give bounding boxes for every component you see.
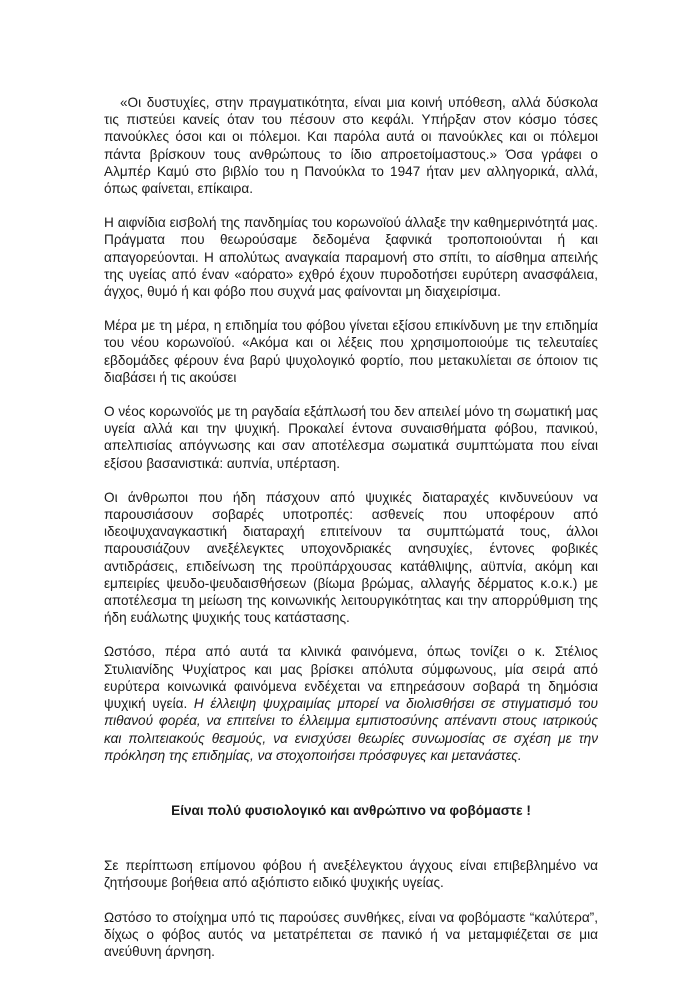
- paragraph-fear-epidemic: Μέρα με τη μέρα, η επιδημία του φόβου γίνεται εξίσου επικίνδυνη με την επιδημία του νέου κορωνοϊού. «Ακόμα και οι λέξεις που χρησιμοποιούμε τις τελευταίες εβδομάδες φέρουν ένα βαρύ ψυχολογικό φορτίο, που μετακυλίεται σε όποιον τις διαβάσει ή τις ακούσει: [104, 318, 598, 385]
- paragraph-social-phenomena: [104, 643, 598, 763]
- paragraph-mental-health-threat: Ο νέος κορωνοϊός με τη ραγδαία εξάπλωσή του δεν απειλεί μόνο τη σωματική μας υγεία αλλά και την ψυχική. Προκαλεί έντονα συναισθήματα φόβου, πανικού, απελπισίας απόγνωσης και σαν αποτέλεσμα σωματικά συμπτώματα που είναι εξίσου βασανιστικά: αυπνία, υπέρταση.: [104, 404, 598, 471]
- paragraph-social-phenomena-text: Ωστόσο, πέρα από αυτά τα κλινικά φαινόμενα, όπως τονίζει ο κ. Στέλιος Στυλιανίδης Ψυχίατρος και μας βρίσκει απόλυτα σύμφωνους, μία σειρά από ευρύτερα κοινωνικά φαινόμενα ενδέχεται να επηρεάσουν σοβαρά τη δημόσια ψυχική υγεία.: [104, 644, 598, 712]
- paragraph-pandemic-invasion: Η αιφνίδια εισβολή της πανδημίας του κορωνοϊού άλλαξε την καθημερινότητά μας. Πράγματα που θεωρούσαμε δεδομένα ξαφνικά τροποποιούνται ή και απαγορεύονται. Η απολύτως αναγκαία παραμονή στο σπίτι, το αίσθημα απειλής της υγείας από έναν «αόρατο» εχθρό έχουν πυροδοτήσει ευρύτερη ανασφάλεια, άγχος, θυμό ή και φόβο που συχνά μας φαίνονται μη διαχειρίσιμα.: [104, 215, 598, 300]
- section-heading: Είναι πολύ φυσιολογικό και ανθρώπινο να φοβόμαστε !: [171, 802, 531, 818]
- paragraph-seek-help: Σε περίπτωση επίμονου φόβου ή ανεξέλεγκτου άγχους είναι επιβεβλημένο να ζητήσουμε βοήθεια από αξιόπιστο ειδικό ψυχικής υγείας.: [104, 858, 598, 891]
- document-page: [104, 94, 598, 977]
- paragraph-fear-better: Ωστόσο το στοίχημα υπό τις παρούσες συνθήκες, είναι να φοβόμαστε “καλύτερα”, δίχως ο φόβος αυτός να μετατρέπεται σε πανικό ή να μεταμφιέζεται σε μια ανεύθυνη άρνηση.: [104, 909, 598, 959]
- paragraph-camus-quote: «Οι δυστυχίες, στην πραγματικότητα, είναι μια κοινή υπόθεση, αλλά δύσκολα τις πιστεύει κανείς όταν του πέσουν στο κεφάλι. Υπήρξαν στον κόσμο τόσες πανούκλες όσοι και οι πόλεμοι. Και παρόλα αυτά οι πανούκλες και οι πόλεμοι πάντα βρίσκουν τους ανθρώπους το ίδιο απροετοίμαστους.» Όσα γράφει ο Αλμπέρ Καμύ στο βιβλίο του η Πανούκλα το 1947 ήταν μεν αλληγορικά, αλλά, όπως φαίνεται, επίκαιρα.: [104, 95, 598, 197]
- paragraph-psychiatric-relapses: Οι άνθρωποι που ήδη πάσχουν από ψυχικές διαταραχές κινδυνεύουν να παρουσιάσουν σοβαρές υποτροπές: ασθενείς που υποφέρουν από ιδεοψυχαναγκαστική διαταραχή επιτείνουν τα συμπτώματά τους, άλλοι παρουσιάζουν ανεξέλεγκτες υποχονδριακές ανησυχίες, έντονες φοβικές αντιδράσεις, επιδείνωση της προϋπάρχουσας κατάθλιψης, αϋπνία, ακόμη και εμπειρίες ψευδο-ψευδαισθήσεων (βίωμα βρώμας, αλλαγής δέρματος κ.ο.κ.) με αποτέλεσμα τη μείωση της κοινωνικής λειτουργικότητας και την απορρύθμιση της ήδη ευάλωτης ψυχικής τους κατάστασης.: [104, 489, 598, 626]
- paragraph-social-phenomena-italic: Η έλλειψη ψυχραιμίας μπορεί να διολισθήσει σε στιγματισμό του πιθανού φορέα, να επιτείνει το έλλειμμα εμπιστοσύνης απέναντι στους ιατρικούς και πολιτειακούς θεσμούς, να ενισχύσει θεωρίες συνωμοσίας σε σχέση με την πρόκληση της επιδημίας, να στοχοποιήσει πρόσφυγες και μετανάστες.: [104, 696, 598, 763]
